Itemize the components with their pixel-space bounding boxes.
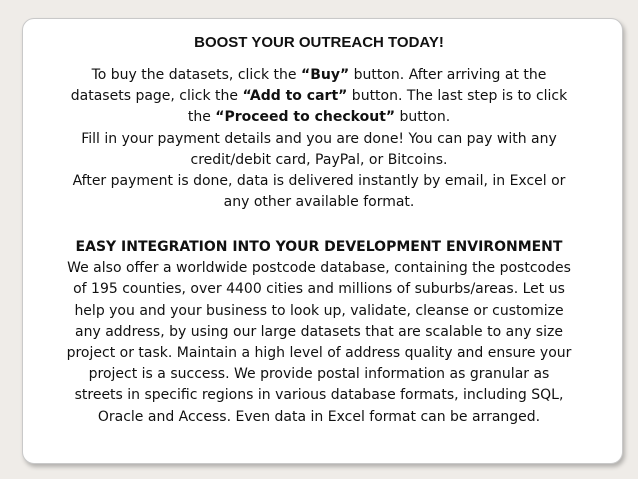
integration-line: We also offer a worldwide postcode database, containing the postcodes [67,260,571,277]
integration-line: any address, by using our large datasets that are scalable to any size [75,323,563,340]
delivery-line: any other available format. [223,194,415,211]
text-run: To buy the datasets, click the [91,67,301,83]
text-run: button. The last step is to click [347,88,568,105]
payment-line: Fill in your payment details and you are done! You can pay with any [81,130,557,147]
buy-button-reference: “Buy” [301,67,350,83]
integration-line: Oracle and Access. Even data in Excel format can be arranged. [97,408,541,425]
buy-instructions-line [0,65,638,86]
text-run: button. After arriving at the [349,67,547,83]
buy-instructions-line [0,107,638,128]
text-run: button. [395,109,451,126]
text-run: the [187,109,216,126]
buy-instructions-paragraph [0,65,638,213]
integration-title: EASY INTEGRATION INTO YOUR DEVELOPMENT ENVIRONMENT [75,239,563,255]
slide-heading: BOOST YOUR OUTREACH TODAY! [194,34,444,51]
payment-line: credit/debit card, PayPal, or Bitcoins. [190,151,448,168]
buy-instructions-line [0,86,638,107]
add-to-cart-reference: “Add to cart” [242,88,348,105]
proceed-to-checkout-reference: “Proceed to checkout” [215,109,396,126]
delivery-line: After payment is done, data is delivered instantly by email, in Excel or [72,173,566,190]
integration-line: project or task. Maintain a high level of address quality and ensure your [66,345,572,362]
integration-line: help you and your business to look up, validate, cleanse or customize [74,302,564,319]
integration-section [0,237,638,428]
text-run: datasets page, click the [70,88,243,105]
integration-line: streets in specific regions in various database formats, including SQL, [74,387,564,404]
integration-line: project is a success. We provide postal information as granular as [88,366,550,383]
integration-line: of 195 counties, over 4400 cities and millions of suburbs/areas. Let us [73,281,565,298]
